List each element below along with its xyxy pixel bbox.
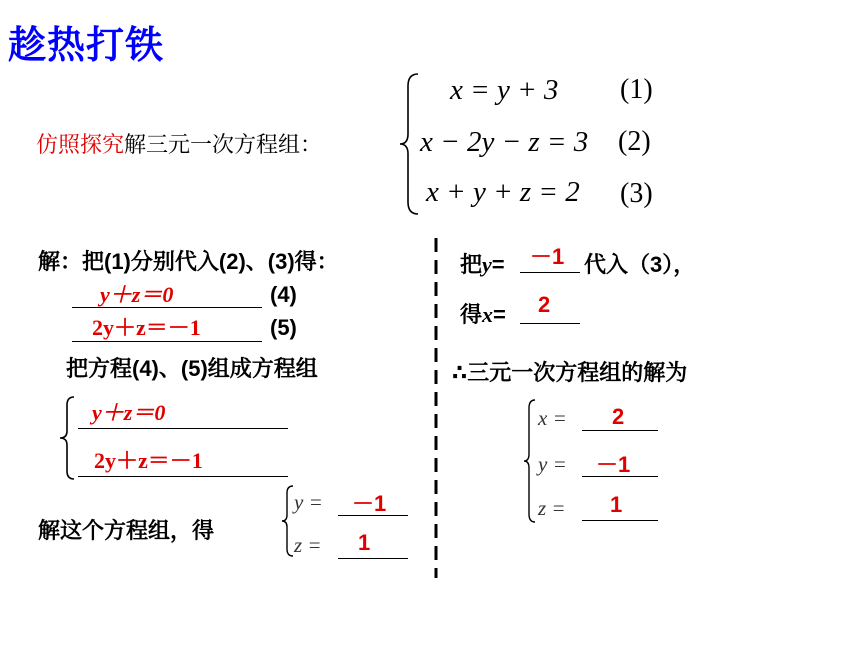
- system-line2: 2y＋z＝－1: [94, 448, 203, 473]
- problem-label: [36, 128, 322, 159]
- equation-1: x = y + 3: [450, 74, 559, 106]
- get-x-line: [460, 298, 506, 329]
- system-line1-blank: [78, 428, 288, 429]
- column-divider: [432, 238, 440, 578]
- equation-3: x + y + z = 2: [426, 176, 580, 208]
- slide-title: 趁热打铁: [8, 25, 165, 67]
- substitute-prefix: 把: [460, 252, 483, 277]
- final-x-label: x =: [538, 406, 567, 430]
- equation-2: x − 2y − z = 3: [420, 126, 589, 158]
- substitute-blank: [520, 272, 580, 273]
- result-y-value: －1: [352, 491, 387, 516]
- solution-intro: 解：把(1)分别代入(2)、(3)得：: [38, 249, 339, 274]
- problem-brace-icon: [398, 72, 422, 217]
- substitute-eq: =: [491, 252, 505, 277]
- final-z-value: 1: [610, 492, 623, 517]
- result-z-label: z =: [294, 533, 322, 557]
- equation-2-number: (2): [618, 126, 651, 157]
- substitute-suffix: 代入（3），: [584, 252, 696, 277]
- system-line1: y＋z＝0: [92, 400, 166, 425]
- eq4-number: (4): [270, 282, 297, 307]
- problem-prefix-red: 仿照探究: [36, 132, 125, 157]
- final-x-value: 2: [612, 404, 625, 429]
- combine-text: 把方程(4)、(5)组成方程组: [66, 356, 318, 381]
- substitute-var: y: [482, 252, 492, 277]
- equation-3-number: (3): [620, 178, 653, 209]
- result-y-label: y =: [294, 490, 323, 514]
- final-brace-icon: [522, 398, 538, 524]
- system-line2-blank: [78, 476, 288, 477]
- final-z-blank: [582, 520, 658, 521]
- final-z-label: z =: [538, 496, 566, 520]
- therefore-text: ∴三元一次方程组的解为: [452, 360, 688, 385]
- final-y-value: －1: [596, 452, 631, 477]
- get-x-prefix: 得: [460, 302, 483, 327]
- equation-1-number: (1): [620, 74, 653, 105]
- eq5-answer: 2y＋z＝－1: [92, 315, 201, 340]
- final-y-label: y =: [538, 452, 567, 476]
- substitute-value: －1: [530, 244, 565, 269]
- solve-text: 解这个方程组，得: [38, 518, 215, 543]
- substitute-line: [460, 248, 505, 279]
- eq5-number: (5): [270, 315, 297, 340]
- get-x-var: x: [482, 302, 494, 327]
- get-x-blank: [520, 323, 580, 324]
- eq4-answer: y＋z＝0: [100, 282, 174, 307]
- system-brace-icon: [58, 395, 78, 481]
- get-x-eq: =: [493, 302, 506, 327]
- result-z-blank: [338, 558, 408, 559]
- problem-prefix-black: 解三元一次方程组：: [124, 132, 323, 157]
- result-z-value: 1: [358, 530, 371, 555]
- get-x-value: 2: [538, 292, 551, 317]
- final-x-blank: [582, 430, 658, 431]
